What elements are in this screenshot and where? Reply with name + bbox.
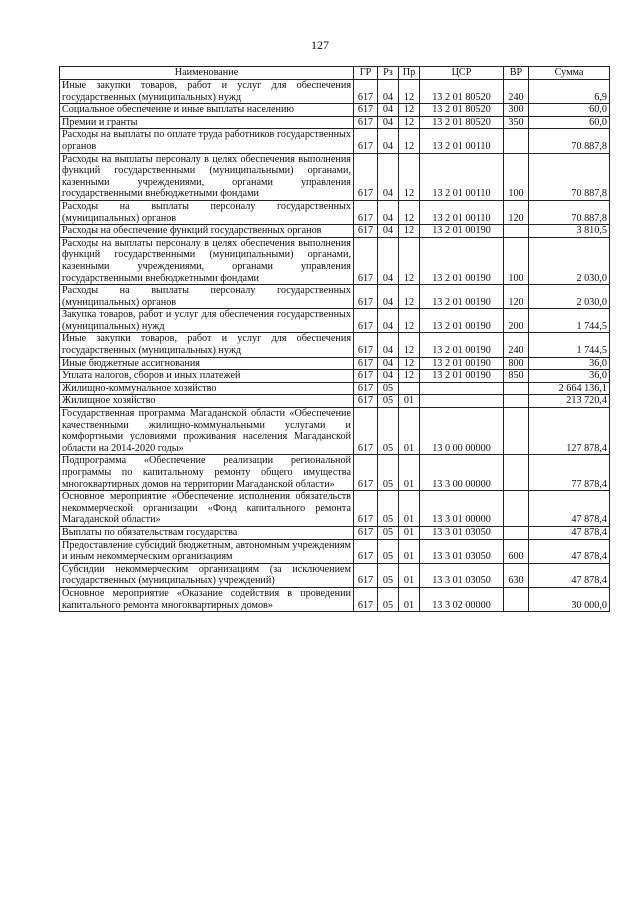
cell-gr: 617 xyxy=(354,370,378,383)
cell-rz: 05 xyxy=(378,491,399,527)
cell-vr: 600 xyxy=(504,539,529,563)
cell-rz: 04 xyxy=(378,357,399,370)
cell-csr: 13 3 01 03050 xyxy=(420,563,504,587)
cell-pr: 12 xyxy=(399,357,420,370)
table-row xyxy=(60,237,610,284)
table-row xyxy=(60,104,610,117)
cell-csr: 13 3 01 00000 xyxy=(420,491,504,527)
cell-vr: 200 xyxy=(504,309,529,333)
cell-sum: 127 878,4 xyxy=(529,408,610,455)
cell-gr: 617 xyxy=(354,80,378,104)
cell-vr: 100 xyxy=(504,237,529,284)
table-row xyxy=(60,491,610,527)
cell-sum: 77 878,4 xyxy=(529,455,610,491)
cell-vr xyxy=(504,526,529,539)
cell-rz: 04 xyxy=(378,80,399,104)
table-row xyxy=(60,370,610,383)
header-vr: ВР xyxy=(504,67,529,80)
cell-rz: 04 xyxy=(378,153,399,200)
cell-csr: 13 2 01 80520 xyxy=(420,104,504,117)
cell-name: Расходы на выплаты персоналу государственных (муниципальных) органов xyxy=(60,200,354,224)
cell-rz: 04 xyxy=(378,104,399,117)
cell-name: Социальное обеспечение и иные выплаты населению xyxy=(60,104,354,117)
cell-vr xyxy=(504,587,529,611)
cell-vr: 120 xyxy=(504,200,529,224)
cell-name: Предоставление субсидий бюджетным, автономным учреждениям и иным некоммерческим организациям xyxy=(60,539,354,563)
cell-rz: 05 xyxy=(378,455,399,491)
cell-rz: 04 xyxy=(378,309,399,333)
cell-rz: 04 xyxy=(378,129,399,153)
table-row xyxy=(60,200,610,224)
cell-sum: 3 810,5 xyxy=(529,225,610,238)
cell-pr: 01 xyxy=(399,526,420,539)
cell-vr xyxy=(504,382,529,395)
cell-rz: 04 xyxy=(378,116,399,129)
header-pr: Пр xyxy=(399,67,420,80)
cell-vr: 630 xyxy=(504,563,529,587)
cell-pr: 12 xyxy=(399,309,420,333)
header-gr: ГР xyxy=(354,67,378,80)
cell-pr: 01 xyxy=(399,539,420,563)
cell-sum: 60,0 xyxy=(529,104,610,117)
cell-gr: 617 xyxy=(354,333,378,357)
table-row xyxy=(60,539,610,563)
cell-csr: 13 2 01 00190 xyxy=(420,225,504,238)
cell-gr: 617 xyxy=(354,129,378,153)
header-csr: ЦСР xyxy=(420,67,504,80)
cell-sum: 2 030,0 xyxy=(529,285,610,309)
cell-csr: 13 2 01 00110 xyxy=(420,153,504,200)
cell-sum: 36,0 xyxy=(529,370,610,383)
cell-name: Расходы на выплаты по оплате труда работников государственных органов xyxy=(60,129,354,153)
cell-gr: 617 xyxy=(354,491,378,527)
cell-vr: 300 xyxy=(504,104,529,117)
cell-csr: 13 2 01 00190 xyxy=(420,309,504,333)
cell-sum: 47 878,4 xyxy=(529,526,610,539)
cell-pr: 01 xyxy=(399,408,420,455)
cell-name: Государственная программа Магаданской области «Обеспечение качественными жилищно-коммунальными услугами и комфортными условиями проживания населения Магаданской области на 2014-2020 годы» xyxy=(60,408,354,455)
cell-csr: 13 2 01 00190 xyxy=(420,237,504,284)
cell-csr: 13 2 01 00190 xyxy=(420,370,504,383)
cell-name: Иные бюджетные ассигнования xyxy=(60,357,354,370)
budget-table xyxy=(59,66,610,612)
cell-sum: 36,0 xyxy=(529,357,610,370)
cell-rz: 05 xyxy=(378,539,399,563)
table-body xyxy=(60,80,610,612)
cell-rz: 05 xyxy=(378,408,399,455)
cell-sum: 60,0 xyxy=(529,116,610,129)
cell-pr: 12 xyxy=(399,200,420,224)
cell-gr: 617 xyxy=(354,382,378,395)
cell-sum: 47 878,4 xyxy=(529,539,610,563)
cell-vr xyxy=(504,129,529,153)
table-row xyxy=(60,382,610,395)
cell-sum: 2 030,0 xyxy=(529,237,610,284)
cell-pr: 12 xyxy=(399,285,420,309)
cell-gr: 617 xyxy=(354,285,378,309)
cell-name: Подпрограмма «Обеспечение реализации региональной программы по капитальному ремонту общего имущества многоквартирных домов на территории Магаданской области» xyxy=(60,455,354,491)
cell-rz: 04 xyxy=(378,370,399,383)
cell-rz: 05 xyxy=(378,395,399,408)
cell-name: Расходы на обеспечение функций государственных органов xyxy=(60,225,354,238)
cell-name: Жилищное хозяйство xyxy=(60,395,354,408)
cell-csr: 13 2 01 80520 xyxy=(420,80,504,104)
cell-name: Жилищно-коммунальное хозяйство xyxy=(60,382,354,395)
cell-pr: 01 xyxy=(399,563,420,587)
cell-sum: 30 000,0 xyxy=(529,587,610,611)
cell-gr: 617 xyxy=(354,539,378,563)
cell-gr: 617 xyxy=(354,357,378,370)
cell-name: Иные закупки товаров, работ и услуг для обеспечения государственных (муниципальных) нужд xyxy=(60,333,354,357)
cell-gr: 617 xyxy=(354,526,378,539)
cell-vr xyxy=(504,225,529,238)
table-row xyxy=(60,116,610,129)
table-row xyxy=(60,357,610,370)
cell-sum: 70 887,8 xyxy=(529,200,610,224)
cell-gr: 617 xyxy=(354,116,378,129)
cell-pr: 12 xyxy=(399,225,420,238)
cell-pr: 12 xyxy=(399,116,420,129)
cell-rz: 04 xyxy=(378,237,399,284)
cell-csr: 13 2 01 00110 xyxy=(420,200,504,224)
cell-pr: 12 xyxy=(399,80,420,104)
cell-name: Субсидии некоммерческим организациям (за исключением государственных (муниципальных) учреждений) xyxy=(60,563,354,587)
table-row xyxy=(60,395,610,408)
cell-pr: 12 xyxy=(399,370,420,383)
cell-csr: 13 2 01 00190 xyxy=(420,357,504,370)
cell-name: Закупка товаров, работ и услуг для обеспечения государственных (муниципальных) нужд xyxy=(60,309,354,333)
cell-rz: 05 xyxy=(378,587,399,611)
cell-vr xyxy=(504,491,529,527)
cell-gr: 617 xyxy=(354,587,378,611)
cell-sum: 70 887,8 xyxy=(529,129,610,153)
cell-gr: 617 xyxy=(354,563,378,587)
cell-name: Основное мероприятие «Оказание содействия в проведении капитального ремонта многоквартирных домов» xyxy=(60,587,354,611)
cell-pr: 01 xyxy=(399,491,420,527)
header-name: Наименование xyxy=(60,67,354,80)
cell-csr: 13 2 01 00190 xyxy=(420,285,504,309)
cell-sum: 1 744,5 xyxy=(529,309,610,333)
cell-gr: 617 xyxy=(354,225,378,238)
table-row xyxy=(60,333,610,357)
cell-csr xyxy=(420,395,504,408)
table-row xyxy=(60,80,610,104)
table-row xyxy=(60,455,610,491)
cell-pr: 01 xyxy=(399,587,420,611)
cell-csr: 13 2 01 80520 xyxy=(420,116,504,129)
cell-csr: 13 2 01 00190 xyxy=(420,333,504,357)
header-sum: Сумма xyxy=(529,67,610,80)
cell-vr: 240 xyxy=(504,333,529,357)
cell-name: Основное мероприятие «Обеспечение исполнения обязательств некоммерческой организации «Фонд капитального ремонта Магаданской области» xyxy=(60,491,354,527)
header-rz: Рз xyxy=(378,67,399,80)
cell-name: Расходы на выплаты персоналу в целях обеспечения выполнения функций государственными (муниципальными) органами, казенными учреждениями, органами управления государственными внебюджетными фондами xyxy=(60,237,354,284)
cell-sum: 70 887,8 xyxy=(529,153,610,200)
cell-pr: 01 xyxy=(399,395,420,408)
cell-vr: 350 xyxy=(504,116,529,129)
cell-vr: 240 xyxy=(504,80,529,104)
table-row xyxy=(60,153,610,200)
cell-name: Уплата налогов, сборов и иных платежей xyxy=(60,370,354,383)
cell-name: Премии и гранты xyxy=(60,116,354,129)
cell-gr: 617 xyxy=(354,153,378,200)
cell-rz: 05 xyxy=(378,526,399,539)
cell-name: Иные закупки товаров, работ и услуг для обеспечения государственных (муниципальных) нужд xyxy=(60,80,354,104)
cell-sum: 2 664 136,1 xyxy=(529,382,610,395)
cell-csr: 13 2 01 00110 xyxy=(420,129,504,153)
cell-csr: 13 3 00 00000 xyxy=(420,455,504,491)
cell-name: Выплаты по обязательствам государства xyxy=(60,526,354,539)
cell-pr: 12 xyxy=(399,153,420,200)
cell-sum: 47 878,4 xyxy=(529,563,610,587)
table-row xyxy=(60,408,610,455)
table-row xyxy=(60,285,610,309)
cell-rz: 05 xyxy=(378,563,399,587)
cell-gr: 617 xyxy=(354,309,378,333)
table-row xyxy=(60,587,610,611)
cell-name: Расходы на выплаты персоналу в целях обеспечения выполнения функций государственными (муниципальными) органами, казенными учреждениями, органами управления государственными внебюджетными фондами xyxy=(60,153,354,200)
table-row xyxy=(60,225,610,238)
cell-gr: 617 xyxy=(354,200,378,224)
cell-gr: 617 xyxy=(354,408,378,455)
header-row xyxy=(60,67,610,80)
cell-vr xyxy=(504,395,529,408)
cell-vr xyxy=(504,408,529,455)
cell-sum: 6,9 xyxy=(529,80,610,104)
cell-csr: 13 3 02 00000 xyxy=(420,587,504,611)
cell-rz: 04 xyxy=(378,333,399,357)
cell-gr: 617 xyxy=(354,237,378,284)
cell-vr: 120 xyxy=(504,285,529,309)
cell-csr: 13 3 01 03050 xyxy=(420,526,504,539)
cell-sum: 1 744,5 xyxy=(529,333,610,357)
cell-gr: 617 xyxy=(354,395,378,408)
cell-vr: 800 xyxy=(504,357,529,370)
cell-pr xyxy=(399,382,420,395)
cell-sum: 47 878,4 xyxy=(529,491,610,527)
cell-vr: 100 xyxy=(504,153,529,200)
cell-name: Расходы на выплаты персоналу государственных (муниципальных) органов xyxy=(60,285,354,309)
table-header xyxy=(60,67,610,80)
cell-sum: 213 720,4 xyxy=(529,395,610,408)
table-row xyxy=(60,309,610,333)
cell-pr: 12 xyxy=(399,237,420,284)
table-row xyxy=(60,526,610,539)
table-row xyxy=(60,563,610,587)
cell-pr: 12 xyxy=(399,129,420,153)
cell-csr: 13 0 00 00000 xyxy=(420,408,504,455)
cell-pr: 01 xyxy=(399,455,420,491)
table-row xyxy=(60,129,610,153)
cell-vr: 850 xyxy=(504,370,529,383)
cell-csr xyxy=(420,382,504,395)
cell-vr xyxy=(504,455,529,491)
cell-rz: 04 xyxy=(378,225,399,238)
cell-csr: 13 3 01 03050 xyxy=(420,539,504,563)
cell-rz: 05 xyxy=(378,382,399,395)
cell-gr: 617 xyxy=(354,104,378,117)
cell-rz: 04 xyxy=(378,200,399,224)
cell-gr: 617 xyxy=(354,455,378,491)
cell-rz: 04 xyxy=(378,285,399,309)
page-number: 127 xyxy=(311,38,329,52)
cell-pr: 12 xyxy=(399,333,420,357)
cell-pr: 12 xyxy=(399,104,420,117)
